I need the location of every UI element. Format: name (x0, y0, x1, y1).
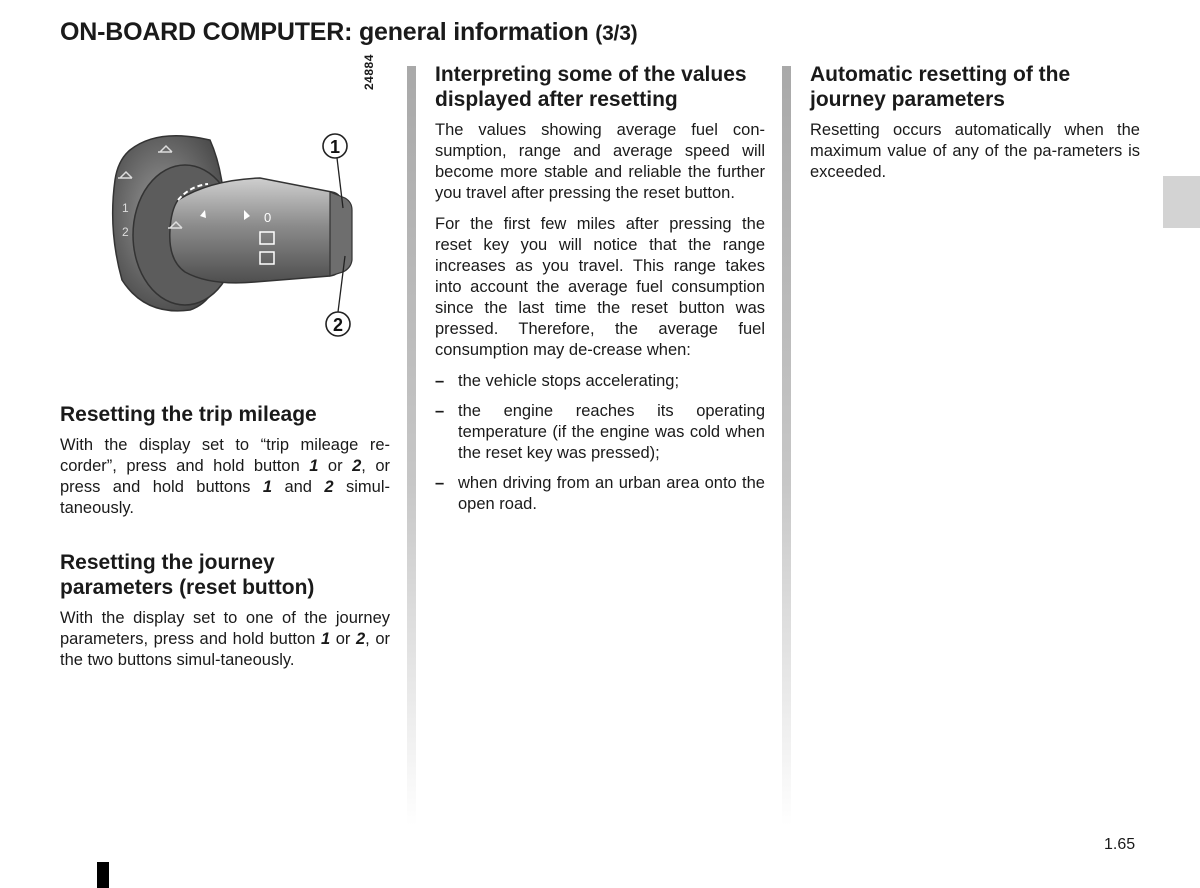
figure-code: 24884 (362, 54, 376, 90)
section-journey-reset (60, 550, 390, 681)
chapter-tab (1163, 176, 1200, 228)
list-dash: – (435, 474, 445, 492)
section-heading: Resetting the journey parameters (reset button) (60, 551, 315, 599)
dial-mark-2: 2 (122, 225, 129, 239)
list-dash: – (435, 402, 445, 420)
dial-mark-1: 1 (122, 201, 129, 215)
list-dash: – (435, 372, 445, 390)
list-item: – when driving from an urban area onto the open road. (435, 474, 765, 513)
section-trip-mileage (60, 402, 390, 529)
paragraph: With the display set to “trip mileage re-corder”, press and hold button 1 or 2, or press and hold buttons 1 and 2 simul-taneously. (60, 436, 391, 517)
section-heading: Interpreting some of the values displayed after resetting (435, 63, 747, 111)
column-right (810, 62, 1140, 193)
paragraph: Resetting occurs automatically when the maximum value of any of the pa-rameters is exceeded. (810, 121, 1140, 181)
page-edge-mark (97, 862, 109, 888)
column-divider (782, 66, 791, 826)
page-title-suffix: (3/3) (595, 22, 638, 45)
callout-label-2: 2 (332, 315, 344, 335)
paragraph: For the first few miles after pressing the reset key you will notice that the range increases as you travel. This range takes into account the average fuel consumption since the last time the reset button was pressed. Therefore, the average fuel consumption may de-crease when: (435, 215, 765, 359)
wiper-stalk-drawing (60, 60, 390, 390)
page-number: 1.65 (1104, 836, 1136, 853)
zero-symbol: 0 (264, 210, 272, 225)
stalk-end-cap (330, 192, 352, 276)
list-item: – the vehicle stops accelerating; (435, 372, 680, 390)
column-middle (435, 62, 765, 524)
page-title (60, 18, 637, 47)
list-item: – the engine reaches its operating temperature (if the engine was cold when the reset key was pressed); (435, 402, 765, 462)
callout-label-1: 1 (329, 137, 341, 157)
wiper-stalk-illustration (60, 54, 390, 390)
bullet-list (435, 371, 765, 515)
section-heading: Automatic resetting of the journey parameters (810, 63, 1071, 111)
section-heading: Resetting the trip mileage (60, 403, 317, 426)
page-title-text: ON-BOARD COMPUTER: general information (60, 18, 589, 46)
paragraph: With the display set to one of the journey parameters, press and hold button 1 or 2, or the two buttons simul-taneously. (60, 609, 391, 669)
column-divider (407, 66, 416, 826)
column-left (60, 54, 390, 390)
stalk-body (170, 178, 342, 283)
paragraph: The values showing average fuel con-sumption, range and average speed will become more stable and reliable the further you travel after pressing the reset button. (435, 121, 765, 202)
